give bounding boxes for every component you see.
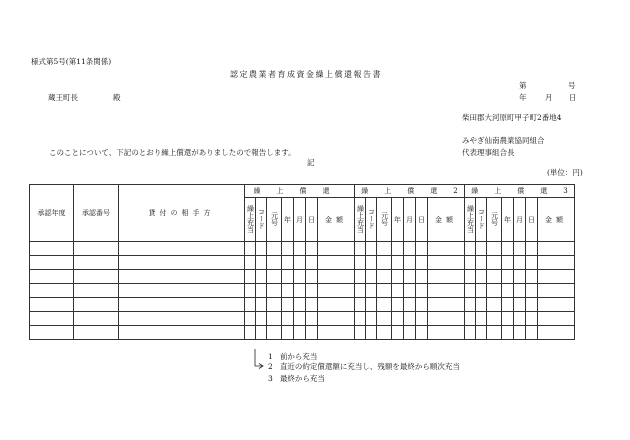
- table-cell[interactable]: [428, 242, 465, 256]
- table-cell[interactable]: [366, 298, 377, 312]
- table-cell[interactable]: [74, 284, 119, 298]
- table-cell[interactable]: [74, 312, 119, 326]
- table-cell[interactable]: [487, 242, 502, 256]
- table-cell[interactable]: [404, 326, 416, 340]
- table-cell[interactable]: [514, 298, 526, 312]
- table-cell[interactable]: [502, 326, 514, 340]
- table-cell[interactable]: [377, 312, 392, 326]
- table-cell[interactable]: [428, 256, 465, 270]
- table-cell[interactable]: [119, 312, 245, 326]
- sub-header-year: 年: [392, 198, 404, 242]
- table-cell[interactable]: [487, 270, 502, 284]
- table-cell[interactable]: [404, 284, 416, 298]
- table-cell[interactable]: [538, 284, 575, 298]
- table-cell[interactable]: [404, 298, 416, 312]
- table-cell[interactable]: [30, 270, 74, 284]
- table-cell[interactable]: [526, 270, 538, 284]
- table-cell[interactable]: [294, 326, 306, 340]
- table-cell[interactable]: [476, 326, 487, 340]
- table-cell[interactable]: [355, 256, 366, 270]
- table-cell[interactable]: [377, 326, 392, 340]
- table-cell[interactable]: [416, 270, 428, 284]
- table-cell[interactable]: [74, 326, 119, 340]
- table-cell[interactable]: [392, 326, 404, 340]
- table-cell[interactable]: [318, 284, 355, 298]
- table-cell[interactable]: [538, 270, 575, 284]
- table-cell[interactable]: [119, 256, 245, 270]
- table-cell[interactable]: [306, 256, 318, 270]
- recipient-suffix: 殿: [113, 93, 121, 102]
- table-cell[interactable]: [404, 242, 416, 256]
- repayment-table: [29, 184, 575, 340]
- header-year: 承認年度: [30, 185, 74, 242]
- table-cell[interactable]: [267, 312, 282, 326]
- table-cell[interactable]: [428, 312, 465, 326]
- table-cell[interactable]: [74, 270, 119, 284]
- table-cell[interactable]: [294, 298, 306, 312]
- table-cell[interactable]: [245, 312, 256, 326]
- table-cell[interactable]: [355, 242, 366, 256]
- legend-item-1: 1 前から充当: [268, 352, 318, 361]
- table-cell[interactable]: [282, 284, 294, 298]
- table-cell[interactable]: [487, 326, 502, 340]
- table-cell[interactable]: [294, 270, 306, 284]
- table-cell[interactable]: [514, 242, 526, 256]
- table-row: [30, 284, 575, 298]
- table-cell[interactable]: [392, 298, 404, 312]
- recipient-name: 蔵王町長: [48, 93, 78, 102]
- sub-header-principal: 元号: [377, 198, 392, 242]
- table-cell[interactable]: [416, 326, 428, 340]
- table-row: [30, 298, 575, 312]
- table-cell[interactable]: [256, 298, 267, 312]
- sub-header-year: 年: [502, 198, 514, 242]
- sub-header-code-b: コード: [476, 198, 487, 242]
- table-cell[interactable]: [416, 312, 428, 326]
- sub-header-amount: 金額: [318, 198, 355, 242]
- table-cell[interactable]: [377, 298, 392, 312]
- table-cell[interactable]: [282, 256, 294, 270]
- table-cell[interactable]: [30, 326, 74, 340]
- sub-header-amount: 金額: [538, 198, 575, 242]
- document-title: 認定農業者育成資金繰上償還報告書: [230, 70, 382, 79]
- table-row: [30, 256, 575, 270]
- table-cell[interactable]: [404, 256, 416, 270]
- sub-header-month: 月: [404, 198, 416, 242]
- sub-header-code-b: コード: [256, 198, 267, 242]
- table-cell[interactable]: [514, 326, 526, 340]
- legend-item-2: 2 直近の約定償還額に充当し、残額を最終から順次充当: [268, 362, 460, 371]
- date-day: 日: [569, 93, 577, 102]
- table-cell[interactable]: [502, 284, 514, 298]
- table-row: [30, 312, 575, 326]
- sub-header-amount: 金額: [428, 198, 465, 242]
- table-cell[interactable]: [476, 312, 487, 326]
- table-cell[interactable]: [267, 298, 282, 312]
- table-cell[interactable]: [306, 270, 318, 284]
- table-cell[interactable]: [267, 270, 282, 284]
- header-borrower: 貸付の相手方: [119, 185, 245, 242]
- table-cell[interactable]: [404, 312, 416, 326]
- doc-number-go: 号: [568, 81, 576, 90]
- table-cell[interactable]: [428, 270, 465, 284]
- table-cell[interactable]: [377, 270, 392, 284]
- table-cell[interactable]: [476, 298, 487, 312]
- table-cell[interactable]: [245, 256, 256, 270]
- table-cell[interactable]: [256, 284, 267, 298]
- table-cell[interactable]: [476, 284, 487, 298]
- table-cell[interactable]: [282, 312, 294, 326]
- table-cell[interactable]: [514, 270, 526, 284]
- group-header-2: 繰上償還2: [355, 185, 465, 198]
- table-cell[interactable]: [267, 326, 282, 340]
- table-cell[interactable]: [476, 270, 487, 284]
- table-cell[interactable]: [256, 326, 267, 340]
- table-cell[interactable]: [256, 312, 267, 326]
- doc-number-dai: 第: [519, 81, 527, 90]
- sub-header-code-a: 繰上充当: [245, 198, 256, 242]
- group-header-1: 繰上償還: [245, 185, 355, 198]
- table-cell[interactable]: [294, 312, 306, 326]
- table-cell[interactable]: [282, 298, 294, 312]
- table-cell[interactable]: [428, 284, 465, 298]
- table-cell[interactable]: [355, 298, 366, 312]
- table-cell[interactable]: [538, 312, 575, 326]
- table-cell[interactable]: [318, 326, 355, 340]
- table-cell[interactable]: [487, 298, 502, 312]
- sender-title: 代表理事組合長: [462, 148, 515, 157]
- table-cell[interactable]: [465, 270, 476, 284]
- table-cell[interactable]: [392, 242, 404, 256]
- table-cell[interactable]: [538, 242, 575, 256]
- table-cell[interactable]: [476, 242, 487, 256]
- sub-header-day: 日: [526, 198, 538, 242]
- sub-header-day: 日: [306, 198, 318, 242]
- table-cell[interactable]: [256, 242, 267, 256]
- table-cell[interactable]: [502, 270, 514, 284]
- table-cell[interactable]: [267, 242, 282, 256]
- table-cell[interactable]: [526, 242, 538, 256]
- table-cell[interactable]: [526, 312, 538, 326]
- date-year: 年: [519, 93, 527, 102]
- table-cell[interactable]: [74, 256, 119, 270]
- table-cell[interactable]: [30, 312, 74, 326]
- table-cell[interactable]: [428, 326, 465, 340]
- table-cell[interactable]: [119, 270, 245, 284]
- table-cell[interactable]: [502, 298, 514, 312]
- sub-header-code-b: コード: [366, 198, 377, 242]
- table-cell[interactable]: [392, 312, 404, 326]
- table-cell[interactable]: [392, 284, 404, 298]
- table-cell[interactable]: [465, 312, 476, 326]
- table-cell[interactable]: [428, 298, 465, 312]
- table-cell[interactable]: [514, 256, 526, 270]
- table-cell[interactable]: [119, 242, 245, 256]
- unit-note: (単位：円): [547, 168, 583, 177]
- table-cell[interactable]: [318, 312, 355, 326]
- date-month: 月: [545, 93, 553, 102]
- table-cell[interactable]: [502, 242, 514, 256]
- table-cell[interactable]: [526, 298, 538, 312]
- table-cell[interactable]: [74, 298, 119, 312]
- sub-header-month: 月: [514, 198, 526, 242]
- table-cell[interactable]: [306, 326, 318, 340]
- table-cell[interactable]: [30, 242, 74, 256]
- table-cell[interactable]: [294, 256, 306, 270]
- sub-header-day: 日: [416, 198, 428, 242]
- table-cell[interactable]: [366, 326, 377, 340]
- table-cell[interactable]: [476, 256, 487, 270]
- table-cell[interactable]: [119, 284, 245, 298]
- table-cell[interactable]: [355, 326, 366, 340]
- table-cell[interactable]: [119, 326, 245, 340]
- table-cell[interactable]: [366, 242, 377, 256]
- sub-header-principal: 元号: [267, 198, 282, 242]
- table-cell[interactable]: [267, 256, 282, 270]
- table-cell[interactable]: [366, 312, 377, 326]
- table-cell[interactable]: [538, 326, 575, 340]
- table-cell[interactable]: [377, 256, 392, 270]
- table-cell[interactable]: [465, 256, 476, 270]
- table-cell[interactable]: [294, 284, 306, 298]
- table-cell[interactable]: [282, 270, 294, 284]
- table-cell[interactable]: [74, 242, 119, 256]
- table-cell[interactable]: [245, 298, 256, 312]
- sub-header-month: 月: [294, 198, 306, 242]
- table-cell[interactable]: [119, 298, 245, 312]
- table-cell[interactable]: [392, 270, 404, 284]
- table-cell[interactable]: [514, 312, 526, 326]
- table-cell[interactable]: [377, 242, 392, 256]
- table-cell[interactable]: [306, 284, 318, 298]
- table-cell[interactable]: [245, 326, 256, 340]
- table-cell[interactable]: [282, 326, 294, 340]
- table-cell[interactable]: [245, 284, 256, 298]
- table-cell[interactable]: [318, 298, 355, 312]
- table-cell[interactable]: [256, 270, 267, 284]
- table-cell[interactable]: [502, 312, 514, 326]
- table-cell[interactable]: [318, 242, 355, 256]
- sender-address: 柴田郡大河原町甲子町2番地4: [462, 113, 562, 122]
- table-cell[interactable]: [245, 242, 256, 256]
- table-cell[interactable]: [526, 256, 538, 270]
- table-cell[interactable]: [355, 284, 366, 298]
- legend-item-3: 3 最終から充当: [268, 374, 325, 383]
- sub-header-year: 年: [282, 198, 294, 242]
- table-cell[interactable]: [355, 312, 366, 326]
- table-row: [30, 326, 575, 340]
- table-cell[interactable]: [377, 284, 392, 298]
- table-cell[interactable]: [294, 242, 306, 256]
- sub-header-code-a: 繰上充当: [355, 198, 366, 242]
- table-cell[interactable]: [30, 284, 74, 298]
- table-cell[interactable]: [538, 298, 575, 312]
- ki-label: 記: [307, 158, 315, 167]
- group-header-3: 繰上償還3: [465, 185, 575, 198]
- table-cell[interactable]: [256, 256, 267, 270]
- table-cell[interactable]: [502, 256, 514, 270]
- body-text: このことについて、下記のとおり繰上償還がありましたので報告します。: [49, 148, 296, 157]
- table-cell[interactable]: [282, 242, 294, 256]
- table-cell[interactable]: [526, 326, 538, 340]
- table-cell[interactable]: [306, 298, 318, 312]
- table-cell[interactable]: [366, 270, 377, 284]
- sub-header-principal: 元号: [487, 198, 502, 242]
- table-cell[interactable]: [392, 256, 404, 270]
- table-cell[interactable]: [416, 284, 428, 298]
- table-cell[interactable]: [245, 270, 256, 284]
- table-cell[interactable]: [465, 242, 476, 256]
- sub-header-code-a: 繰上充当: [465, 198, 476, 242]
- table-cell[interactable]: [318, 256, 355, 270]
- table-cell[interactable]: [30, 256, 74, 270]
- table-cell[interactable]: [465, 298, 476, 312]
- table-cell[interactable]: [267, 284, 282, 298]
- table-cell[interactable]: [416, 298, 428, 312]
- sender-org: みやぎ仙南農業協同組合: [462, 136, 545, 145]
- table-cell[interactable]: [355, 270, 366, 284]
- table-cell[interactable]: [514, 284, 526, 298]
- table-cell[interactable]: [366, 256, 377, 270]
- table-cell[interactable]: [404, 270, 416, 284]
- table-row: [30, 270, 575, 284]
- table-cell[interactable]: [306, 312, 318, 326]
- table-cell[interactable]: [416, 256, 428, 270]
- header-number: 承認番号: [74, 185, 119, 242]
- table-cell[interactable]: [526, 284, 538, 298]
- table-cell[interactable]: [465, 326, 476, 340]
- table-cell[interactable]: [366, 284, 377, 298]
- form-id: 様式第5号(第11条関係): [31, 57, 112, 66]
- table-cell[interactable]: [306, 242, 318, 256]
- table-cell[interactable]: [416, 242, 428, 256]
- table-cell[interactable]: [487, 256, 502, 270]
- table-cell[interactable]: [487, 312, 502, 326]
- table-cell[interactable]: [318, 270, 355, 284]
- table-cell[interactable]: [538, 256, 575, 270]
- table-cell[interactable]: [465, 284, 476, 298]
- table-cell[interactable]: [30, 298, 74, 312]
- table-row: [30, 242, 575, 256]
- table-cell[interactable]: [487, 284, 502, 298]
